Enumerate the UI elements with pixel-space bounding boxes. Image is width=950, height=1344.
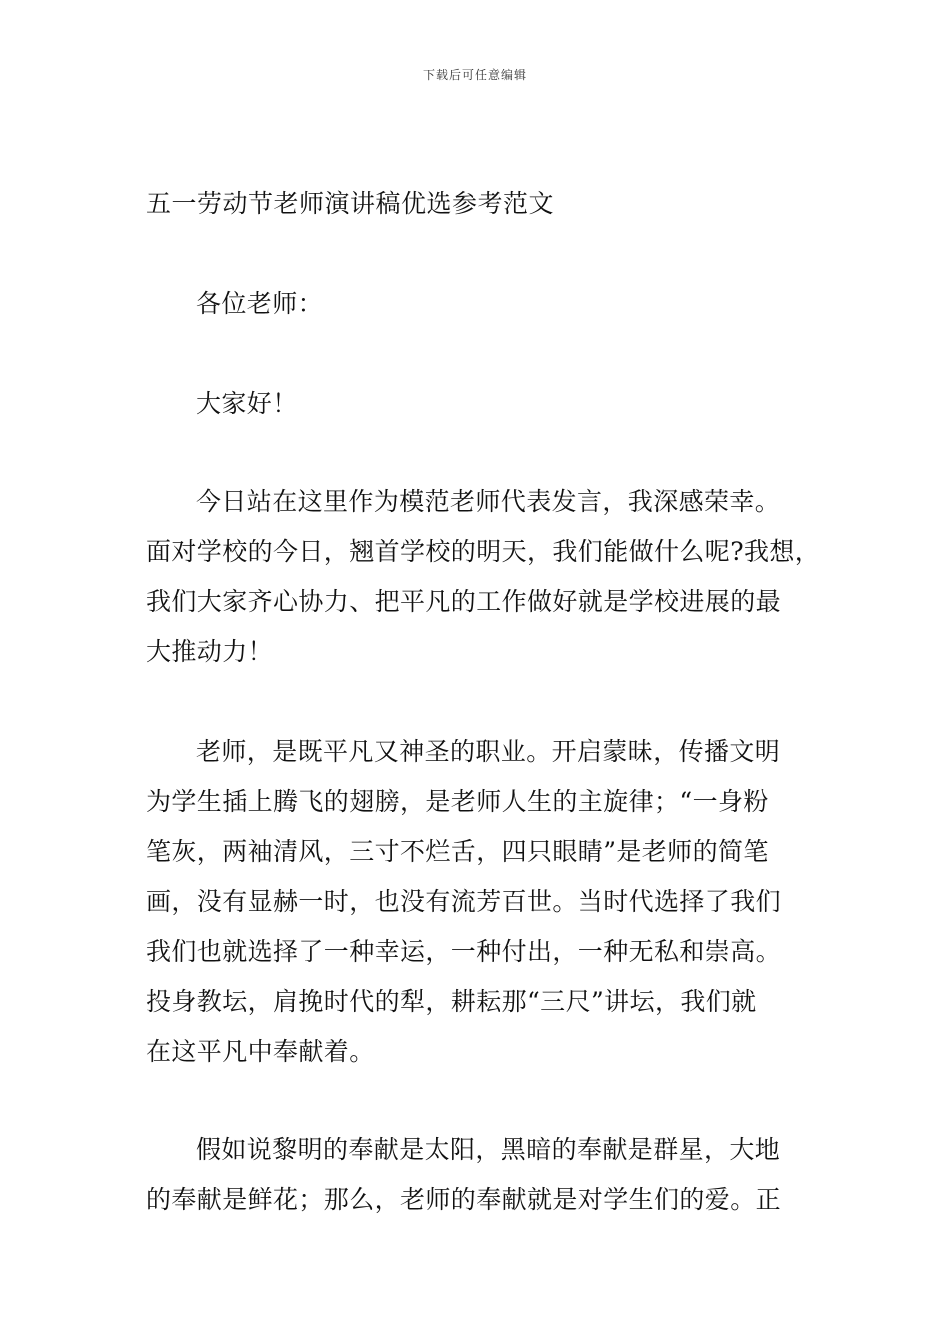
paragraph-line: 画，没有显赫一时，也没有流芳百世。当时代选择了我们 bbox=[146, 887, 782, 916]
header-note: 下载后可任意编辑 bbox=[422, 68, 527, 82]
paragraph-line: 投身教坛，肩挽时代的犁，耕耘那“三尺”讲坛，我们就 bbox=[146, 987, 757, 1016]
paragraph-line: 假如说黎明的奉献是太阳，黑暗的奉献是群星，大地 bbox=[196, 1135, 781, 1164]
greeting: 大家好！ bbox=[196, 389, 298, 418]
paragraph-line: 在这平凡中奉献着。 bbox=[146, 1037, 375, 1066]
paragraph-line: 老师，是既平凡又神圣的职业。开启蒙昧，传播文明 bbox=[196, 737, 781, 766]
paragraph-line: 大推动力！ bbox=[146, 637, 274, 666]
salutation: 各位老师： bbox=[196, 289, 324, 318]
paragraph-line: 我们大家齐心协力、把平凡的工作做好就是学校进展的最 bbox=[146, 587, 782, 616]
paragraph-line: 笔灰，两袖清风，三寸不烂舌，四只眼睛”是老师的简笔 bbox=[146, 837, 769, 866]
paragraph-line: 的奉献是鲜花；那么，老师的奉献就是对学生们的爱。正 bbox=[146, 1185, 782, 1214]
paragraph-line: 我们也就选择了一种幸运，一种付出，一种无私和崇高。 bbox=[146, 937, 782, 966]
paragraph-line: 为学生插上腾飞的翅膀，是老师人生的主旋律；“一身粉 bbox=[146, 787, 769, 816]
paragraph-line: 今日站在这里作为模范老师代表发言，我深感荣幸。 bbox=[196, 487, 781, 516]
paragraph-line: 面对学校的今日，翘首学校的明天，我们能做什么呢?我想， bbox=[146, 537, 821, 566]
document-title: 五一劳动节老师演讲稿优选参考范文 bbox=[146, 189, 555, 218]
